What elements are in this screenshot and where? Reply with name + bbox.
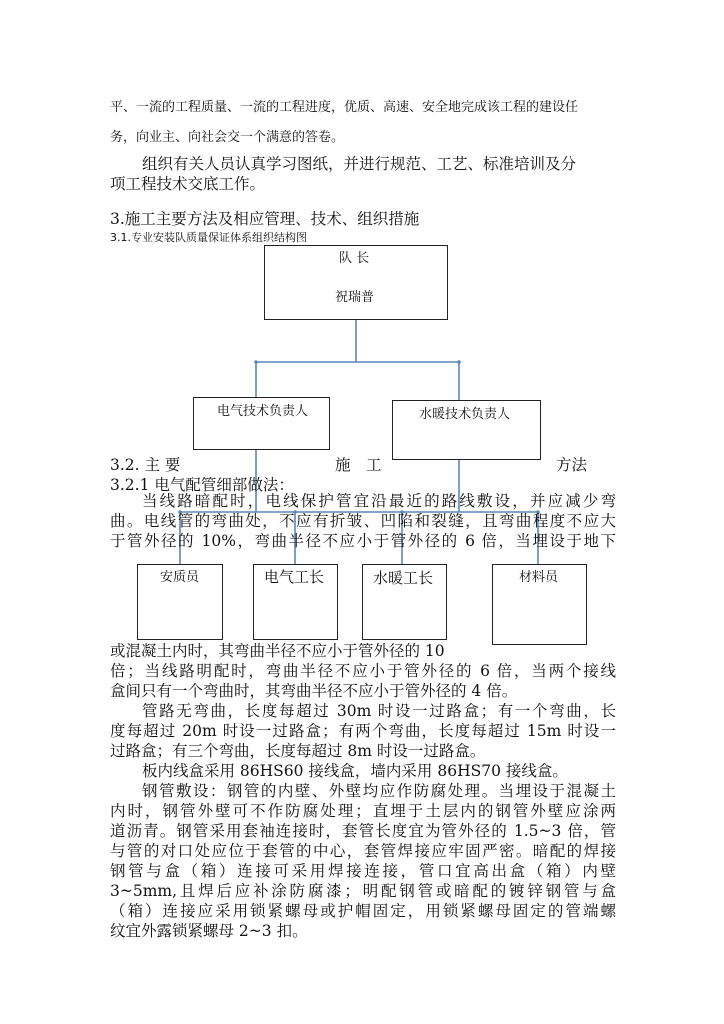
materials-label: 材料员 (519, 570, 559, 585)
para2-line-1: 管路无弯曲，长度每超过 30m 时设一过路盒；有一个弯曲，长 (142, 702, 616, 720)
org-box-safety-quality (137, 564, 223, 640)
para1-line-4: 或混凝土内时，其弯曲半径不应小于管外径的 10 (110, 642, 445, 660)
org-box-plumbing-foreman (362, 564, 447, 640)
org-box-electrical-tech-lead (193, 397, 330, 450)
section-3-2-heading-a: 3.2. 主 要 (110, 456, 181, 474)
section-3-heading: 3.施工主要方法及相应管理、技术、组织措施 (110, 210, 420, 228)
para4-line-2: 内时，钢管外壁可不作防腐处理；直埋于土层内的钢管外壁应涂两 (110, 802, 616, 820)
intro-line-1: 平、一流的工程质量、一流的工程进度，优质、高速、安全地完成该工程的建设任 (110, 100, 579, 115)
section-3-1-heading: 3.1.专业安装队质量保证体系组织结构图 (110, 231, 307, 244)
org-box-plumbing-tech-lead (392, 400, 541, 460)
para3-line-1: 板内线盒采用 86HS60 接线盒，墙内采用 86HS70 接线盒。 (142, 762, 568, 780)
para4-line-1: 钢管敷设：钢管的内壁、外壁均应作防腐处理。当埋设于混凝土 (142, 782, 616, 800)
para4-line-8: 纹宜外露锁紧螺母 2~3 扣。 (110, 922, 308, 940)
electrical-tech-lead-label: 电气技术负责人 (217, 404, 309, 419)
org-box-team-leader (264, 245, 448, 320)
team-leader-title: 队 长 (339, 251, 370, 266)
plumbing-foreman-label: 水暖工长 (373, 569, 434, 587)
para4-line-3: 道沥青。钢管采用套袖连接时，套管长度宜为管外径的 1.5~3 倍，管 (110, 822, 616, 840)
para1-line-6: 盒间只有一个弯曲时，其弯曲半径不应小于管外径的 4 倍。 (110, 682, 518, 700)
intro-para2-line-2: 项工程技术交底工作。 (110, 175, 266, 193)
section-3-2-heading-c: 方法 (556, 456, 588, 474)
para1-line-1: 当线路暗配时，电线保护管宜沿最近的路线敷设，并应减少弯 (142, 492, 616, 510)
org-box-electrical-foreman (253, 564, 338, 640)
para4-line-5: 钢管与盒（箱）连接可采用焊接连接，管口宜高出盒（箱）内壁 (110, 862, 616, 880)
safety-quality-label: 安质员 (160, 570, 200, 585)
para4-line-7: （箱）连接应采用锁紧螺母或护帽固定，用锁紧螺母固定的管端螺 (110, 902, 616, 920)
plumbing-tech-lead-label: 水暖技术负责人 (419, 407, 511, 422)
electrical-foreman-label: 电气工长 (264, 568, 325, 586)
team-leader-name: 祝瑞普 (335, 290, 375, 305)
section-3-2-1-heading: 3.2.1 电气配管细部做法： (110, 476, 294, 494)
para4-line-6: 3~5mm,且焊后应补涂防腐漆；明配钢管或暗配的镀锌钢管与盒 (110, 882, 616, 900)
intro-line-2: 务，向业主、向社会交一个满意的答卷。 (110, 130, 345, 145)
para1-line-3: 于管外径的 10%，弯曲半径不应小于管外径的 6 倍，当埋设于地下 (110, 532, 616, 550)
para1-line-2: 曲。电线管的弯曲处，不应有折皱、凹陷和裂缝，且弯曲程度不应大 (110, 512, 616, 530)
para2-line-3: 过路盒；有三个弯曲，长度每超过 8m 时设一过路盒。 (110, 742, 486, 760)
org-box-materials (492, 564, 587, 645)
para1-line-5: 倍；当线路明配时，弯曲半径不应小于管外径的 6 倍，当两个接线 (110, 662, 616, 680)
para4-line-4: 与管的对口处应位于套管的中心，套管焊接应牢固严密。暗配的焊接 (110, 842, 616, 860)
para2-line-2: 度每超过 20m 时设一过路盒；有两个弯曲，长度每超过 15m 时设一 (110, 722, 616, 740)
intro-para2-line-1: 组织有关人员认真学习图纸，并进行规范、工艺、标准培训及分 (142, 155, 577, 173)
section-3-2-heading-b: 施 工 (335, 456, 382, 474)
